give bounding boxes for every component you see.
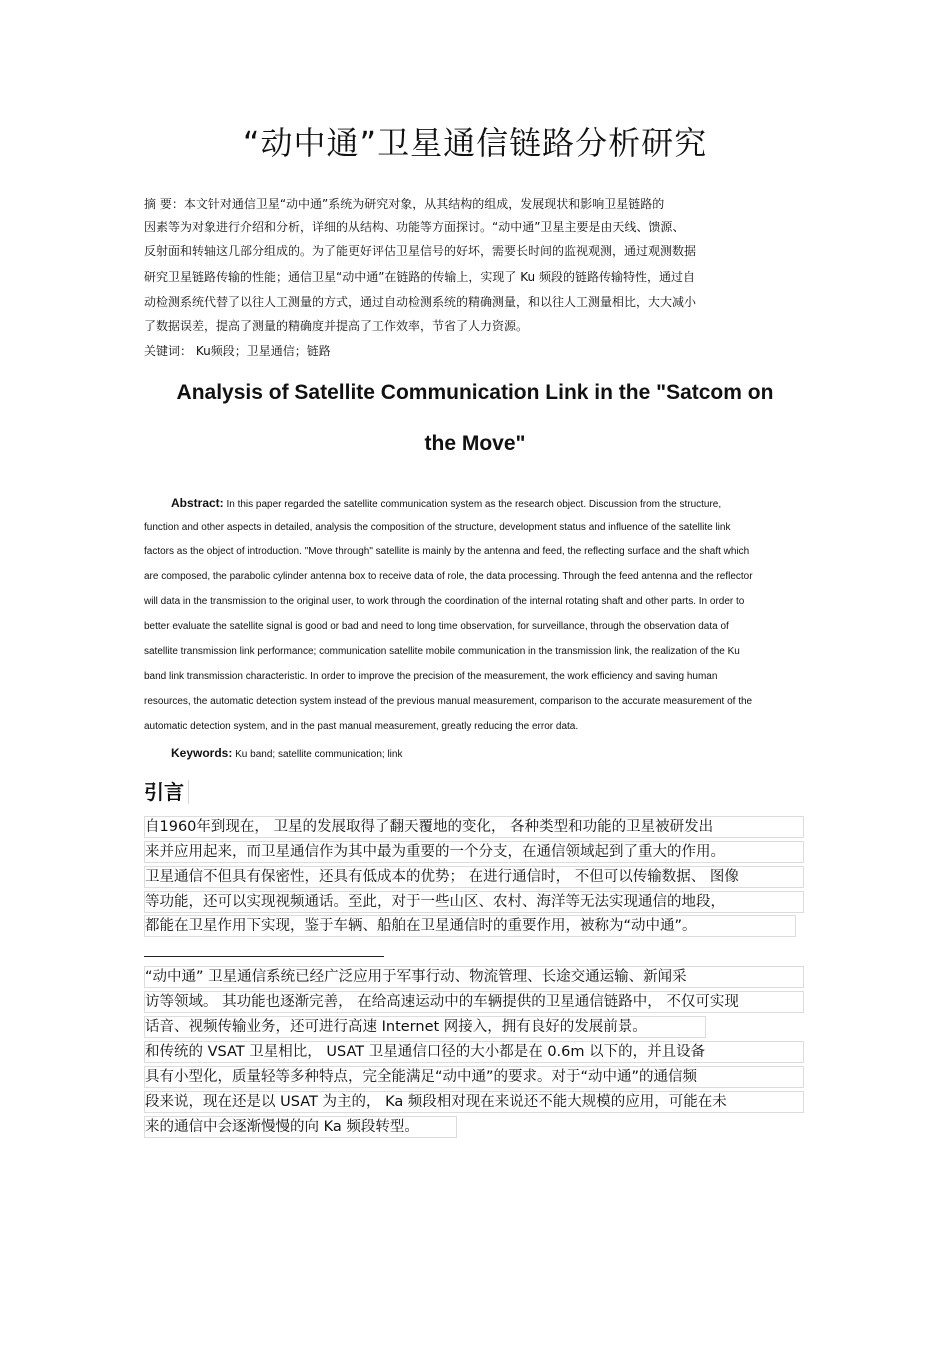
english-abstract-line: factors as the object of introduction. "Move through" satellite is mainly by the antenna and feed, the reflecting surface and the shaft which (144, 546, 750, 557)
section-heading-intro: 引言 (144, 780, 189, 804)
english-title-line1: Analysis of Satellite Communication Link in the "Satcom on (176, 381, 774, 404)
intro-paragraph-line: 都能在卫星作用下实现，鉴于车辆、船舶在卫星通信时的重要作用，被称为“动中通”。 (144, 915, 796, 937)
abstract-label: Abstract: (171, 496, 224, 510)
english-abstract-line: will data in the transmission to the original user, to work through the coordination of the internal rotating shaft and other parts. In order to (144, 596, 745, 607)
chinese-abstract-line: 了数据误差，提高了测量的精确度并提高了工作效率，节省了人力资源。 (144, 319, 529, 333)
chinese-keywords: 关键词： Ku频段；卫星通信；链路 (144, 344, 331, 358)
intro-paragraph-line: “动中通” 卫星通信系统已经广泛应用于军事行动、物流管理、长途交通运输、新闻采 (144, 966, 804, 988)
english-abstract-line: satellite transmission link performance; communication satellite mobile communication in the transmission link, the realization of the Ku (144, 646, 740, 657)
intro-paragraph-line: 访等领域。 其功能也逐渐完善， 在给高速运动中的车辆提供的卫星通信链路中， 不仅可实现 (144, 991, 804, 1013)
chinese-abstract-line: 反射面和转轴这几部分组成的。为了能更好评估卫星信号的好坏，需要长时间的监视观测，通过观测数据 (144, 244, 697, 258)
chinese-abstract-line: 动检测系统代替了以往人工测量的方式，通过自动检测系统的精确测量，和以往人工测量相比，大大减小 (144, 295, 697, 309)
intro-paragraph-line: 自1960年到现在， 卫星的发展取得了翻天覆地的变化， 各种类型和功能的卫星被研发出 (144, 816, 804, 838)
english-keywords-text: Ku band; satellite communication; link (232, 749, 403, 760)
english-abstract-line: are composed, the parabolic cylinder antenna box to receive data of role, the data processing. Through the feed antenna and the reflector (144, 571, 753, 582)
english-abstract-line: resources, the automatic detection system instead of the previous manual measurement, comparison to the accurate measurement of the (144, 696, 753, 707)
chinese-abstract-line: 摘 要：本文针对通信卫星“动中通”系统为研究对象，从其结构的组成，发展现状和影响卫星链路的 (144, 197, 665, 211)
intro-paragraph-line: 等功能，还可以实现视频通话。至此，对于一些山区、农村、海洋等无法实现通信的地段， (144, 891, 804, 913)
intro-paragraph-line: 段来说，现在还是以 USAT 为主的， Ka 频段相对现在来说还不能大规模的应用，可能在未 (144, 1091, 804, 1113)
english-abstract-line: better evaluate the satellite signal is good or bad and need to long time observation, for surveillance, through the observation data of (144, 621, 729, 632)
intro-paragraph-line: 来的通信中会逐渐慢慢的向 Ka 频段转型。 (144, 1116, 457, 1138)
intro-paragraph-line: 具有小型化，质量轻等多种特点，完全能满足“动中通”的要求。对于“动中通”的通信频 (144, 1066, 804, 1088)
english-abstract-line: automatic detection system, and in the past manual measurement, greatly reducing the error data. (144, 721, 579, 732)
english-title-line2: the Move" (424, 432, 526, 455)
chinese-title: “动中通”卫星通信链路分析研究 (242, 124, 708, 162)
intro-paragraph-line: 来并应用起来，而卫星通信作为其中最为重要的一个分支，在通信领域起到了重大的作用。 (144, 841, 804, 863)
english-keywords-line (144, 747, 810, 761)
chinese-abstract-line: 研究卫星链路传输的性能；通信卫星“动中通”在链路的传输上，实现了 Ku 频段的链路传输特性，通过自 (144, 270, 695, 284)
english-abstract-line (144, 497, 810, 511)
chinese-abstract-line: 因素等为对象进行介绍和分析，详细的从结构、功能等方面探讨。“动中通”卫星主要是由天线、馈源、 (144, 220, 685, 234)
intro-paragraph-line: 话音、视频传输业务，还可进行高速 Internet 网接入，拥有良好的发展前景。 (144, 1016, 706, 1038)
english-abstract-text: In this paper regarded the satellite communication system as the research object. Discussion from the structure, (223, 499, 722, 510)
intro-paragraph-line: 和传统的 VSAT 卫星相比， USAT 卫星通信口径的大小都是在 0.6m 以下的，并且设备 (144, 1041, 804, 1063)
english-abstract-line: function and other aspects in detailed, analysis the composition of the structure, development status and influence of the satellite link (144, 522, 731, 533)
footnote-separator (144, 956, 384, 957)
intro-paragraph-line: 卫星通信不但具有保密性，还具有低成本的优势； 在进行通信时， 不但可以传输数据、 图像 (144, 866, 804, 888)
keywords-label: Keywords: (171, 746, 233, 760)
english-abstract-line: band link transmission characteristic. In order to improve the precision of the measurement, the work efficiency and saving human (144, 671, 718, 682)
